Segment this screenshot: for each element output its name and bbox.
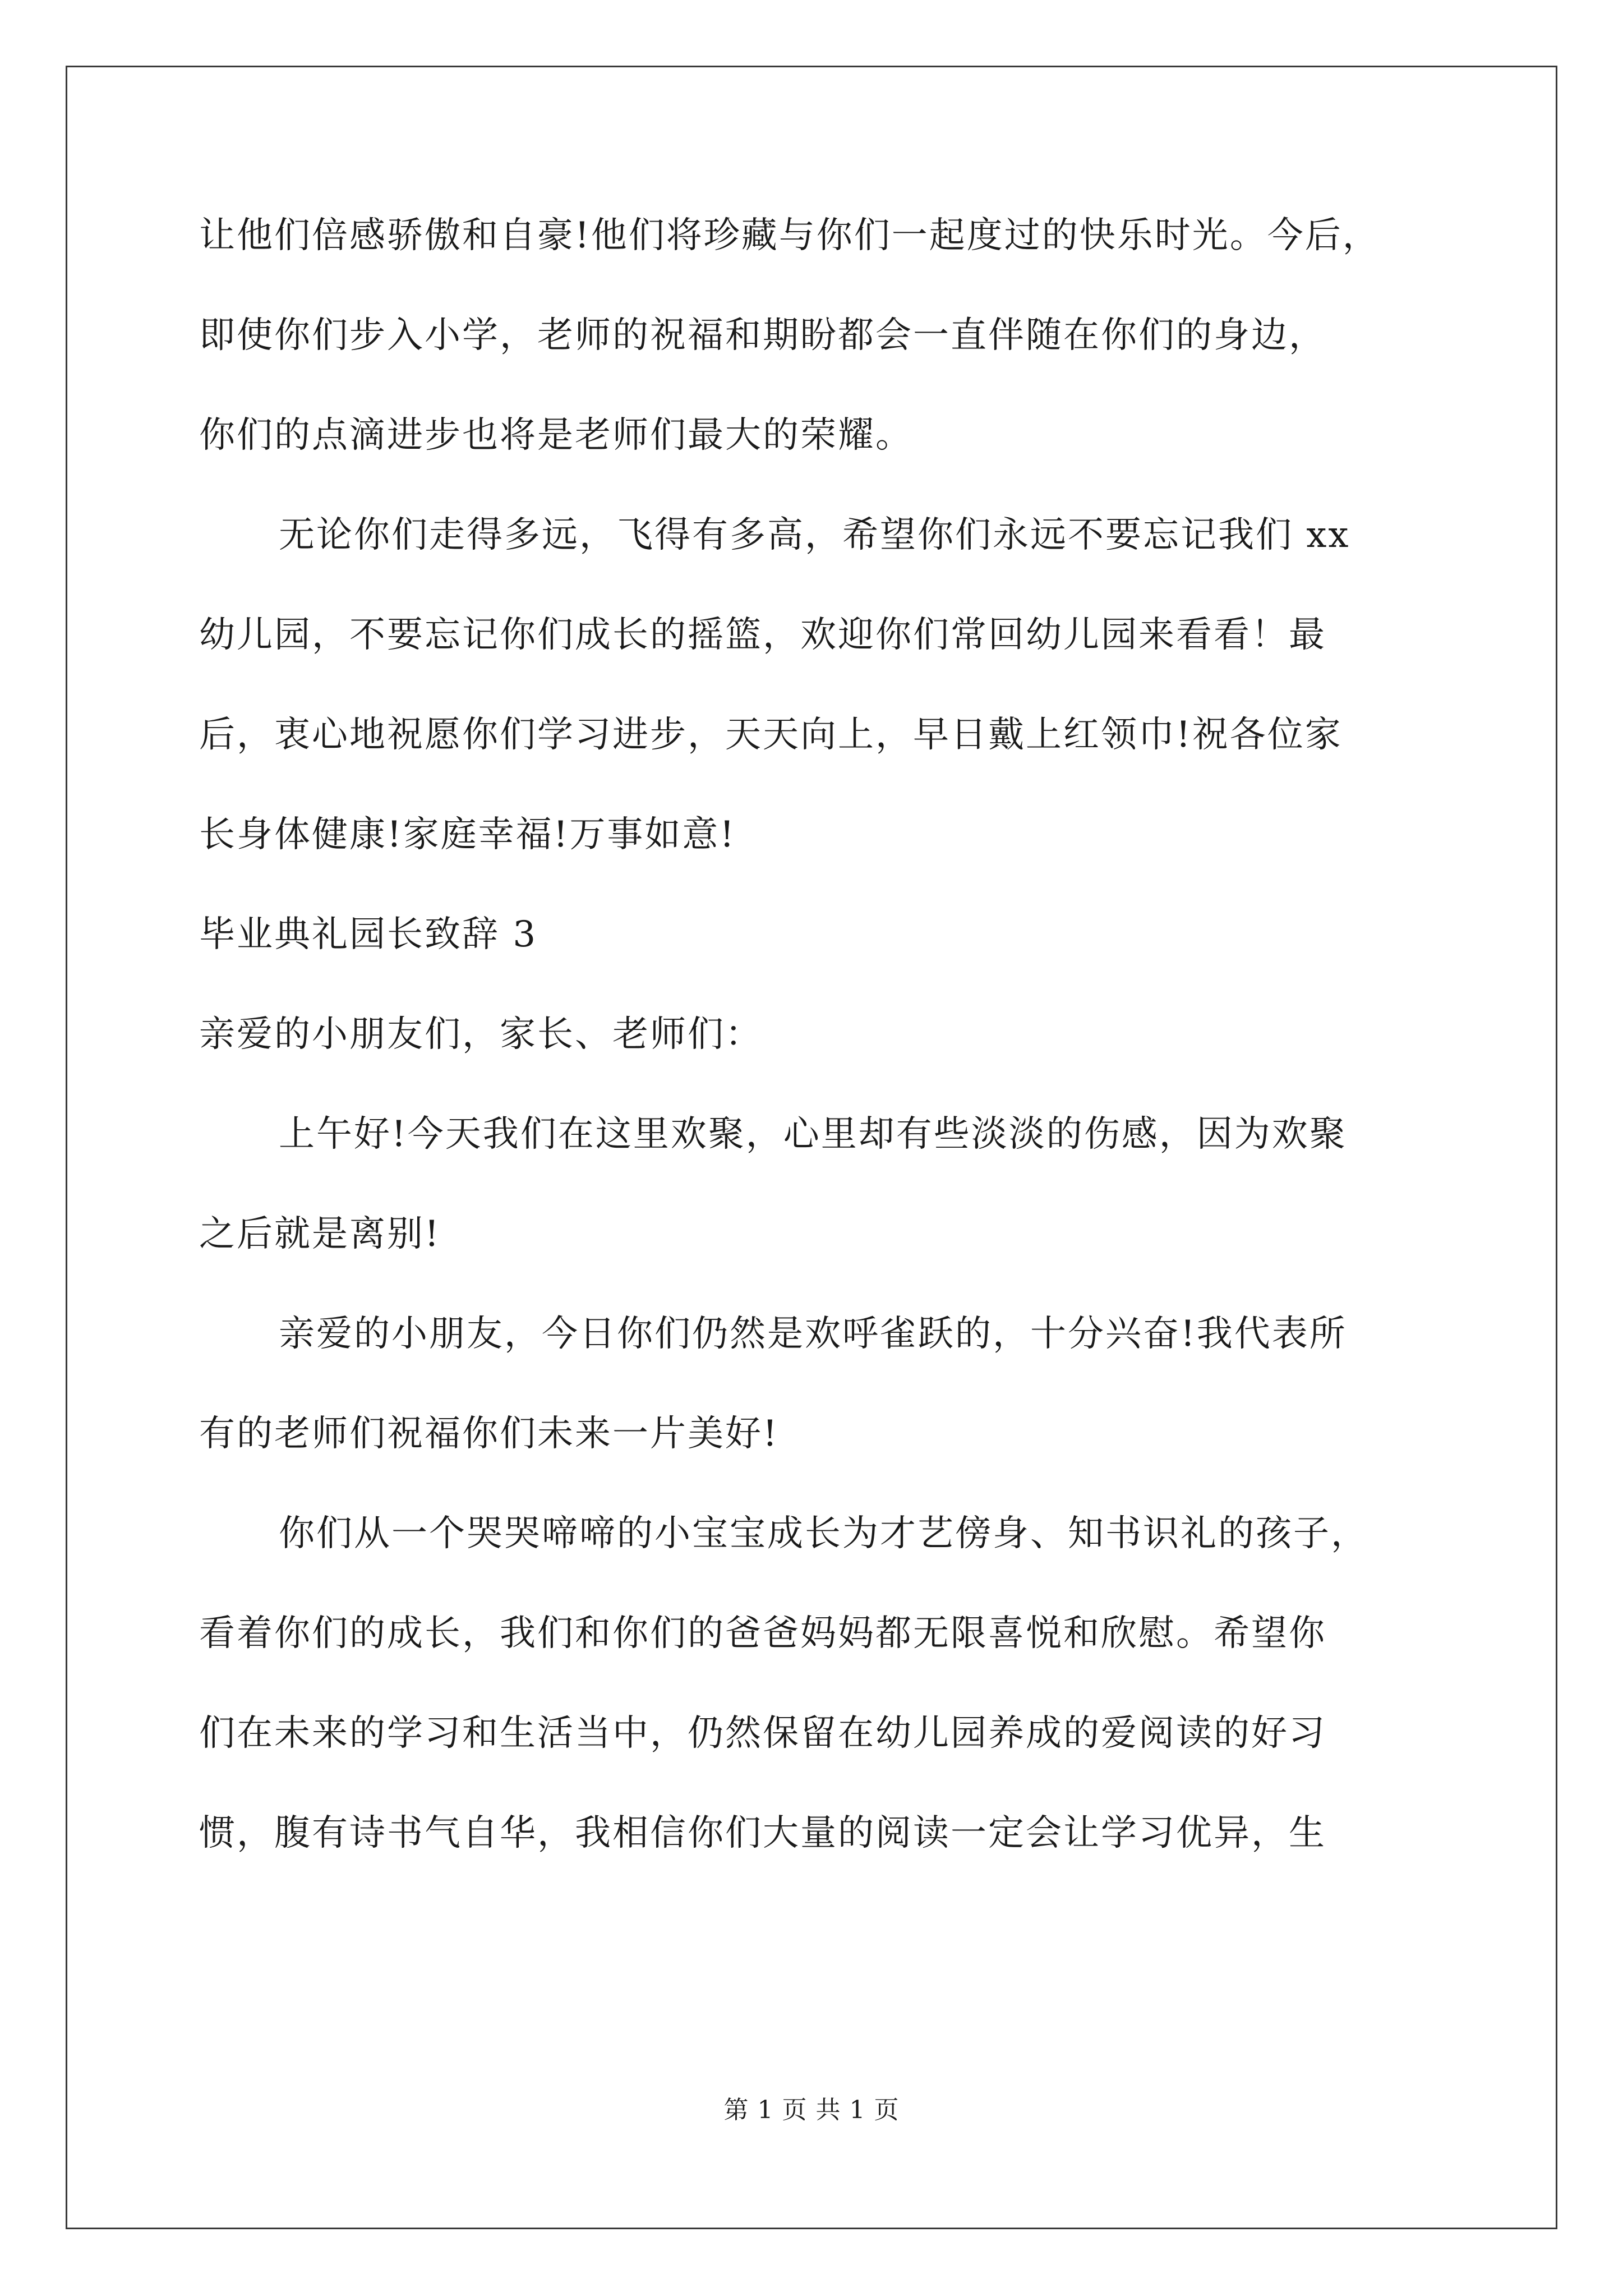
text-line: 幼儿园，不要忘记你们成长的摇篮，欢迎你们常回幼儿园来看看！最	[199, 614, 1326, 656]
section-heading: 毕业典礼园长致辞 3	[199, 914, 538, 955]
text-line: 之后就是离别!	[199, 1213, 441, 1255]
paragraph-start-line: 你们从一个哭哭啼啼的小宝宝成长为才艺傍身、知书识礼的孩子，	[279, 1513, 1368, 1554]
page-number-footer: 第 1 页 共 1 页	[723, 2096, 900, 2124]
paragraph-start-line: 无论你们走得多远，飞得有多高，希望你们永远不要忘记我们 xx	[279, 514, 1350, 556]
text-line: 长身体健康!家庭幸福!万事如意!	[199, 814, 736, 855]
document-body	[199, 209, 1433, 1906]
text-line: 惯，腹有诗书气自华，我相信你们大量的阅读一定会让学习优异，生	[199, 1812, 1326, 1854]
text-line: 看着你们的成长，我们和你们的爸爸妈妈都无限喜悦和欣慰。希望你	[199, 1613, 1326, 1654]
paragraph-start-line: 上午好!今天我们在这里欢聚，心里却有些淡淡的伤感，因为欢聚	[279, 1114, 1347, 1155]
salutation-line: 亲爱的小朋友们，家长、老师们：	[199, 1014, 763, 1055]
text-line: 后，衷心地祝愿你们学习进步，天天向上，早日戴上红领巾!祝各位家	[199, 714, 1343, 756]
text-line: 有的老师们祝福你们未来一片美好!	[199, 1413, 779, 1455]
text-line: 你们的点滴进步也将是老师们最大的荣耀。	[199, 415, 913, 456]
paragraph-start-line: 亲爱的小朋友，今日你们仍然是欢呼雀跃的，十分兴奋!我代表所	[279, 1313, 1347, 1355]
text-line: 即使你们步入小学，老师的祝福和期盼都会一直伴随在你们的身边，	[199, 315, 1326, 356]
text-line: 们在未来的学习和生活当中，仍然保留在幼儿园养成的爱阅读的好习	[199, 1713, 1326, 1754]
text-line: 让他们倍感骄傲和自豪!他们将珍藏与你们一起度过的快乐时光。今后，	[199, 215, 1380, 256]
